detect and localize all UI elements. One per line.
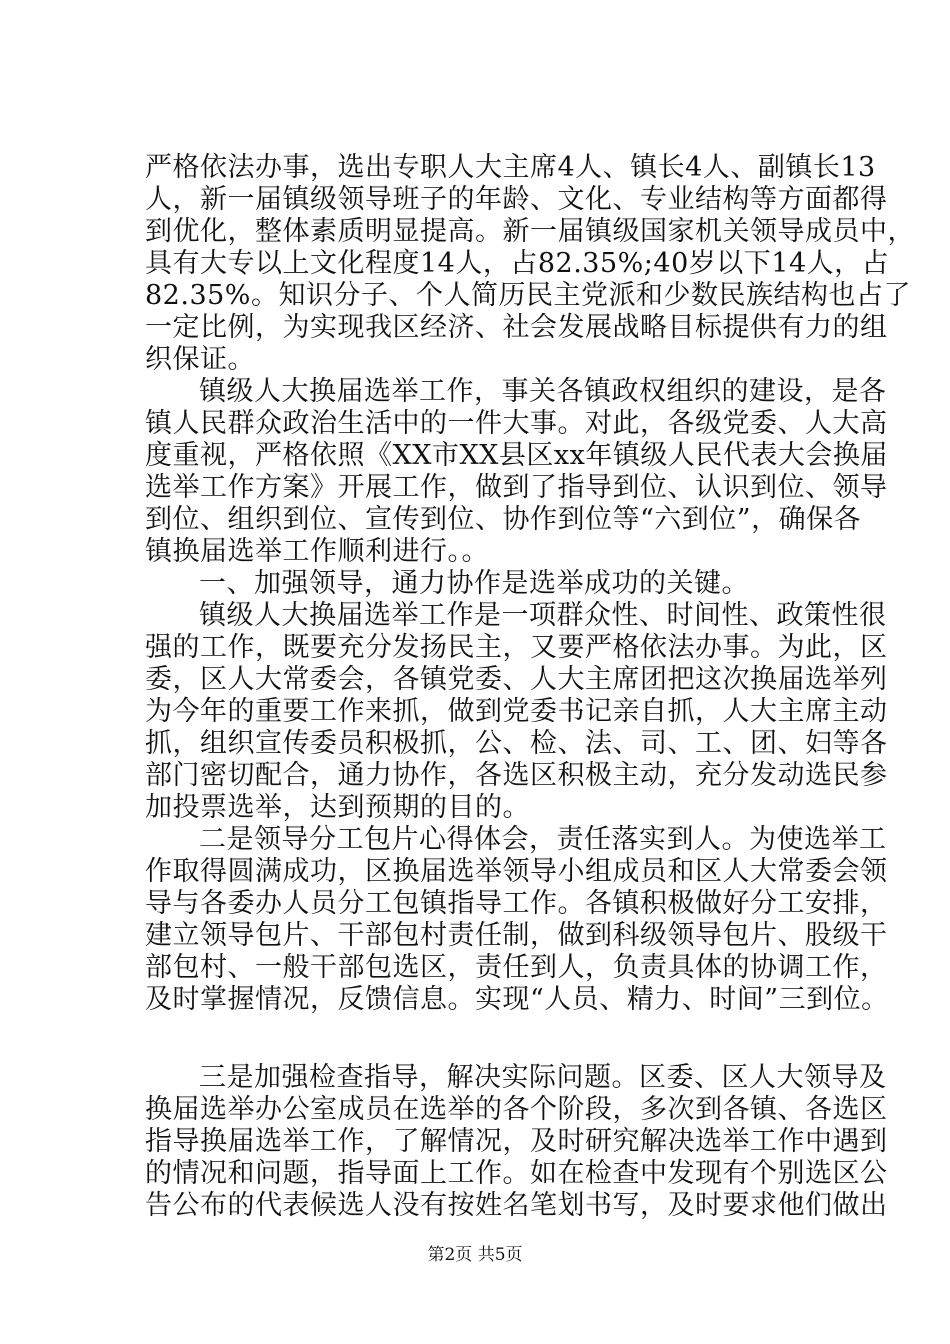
text-line: 二是领导分工包片心得体会，责任落实到人。为使选举工	[199, 824, 887, 855]
text-line: 82.35%。知识分子、个人简历民主党派和少数民族结构也占了	[145, 280, 911, 311]
text-line: 指导换届选举工作，了解情况，及时研究解决选举工作中遇到	[145, 1126, 888, 1157]
text-line: 委，区人大常委会，各镇党委、人大主席团把这次换届选举列	[145, 664, 888, 695]
text-line: 强的工作，既要充分发扬民主，又要严格依法办事。为此，区	[145, 632, 888, 663]
document-body	[145, 152, 915, 1222]
text-line: 一、加强领导，通力协作是选举成功的关键。	[199, 568, 749, 599]
text-line: 镇人民群众政治生活中的一件大事。对此，各级党委、人大高	[145, 408, 888, 439]
text-line: 及时掌握情况，反馈信息。实现“人员、精力、时间”三到位。	[145, 984, 889, 1015]
text-line: 织保证。	[145, 344, 255, 375]
text-line: 镇级人大换届选举工作是一项群众性、时间性、政策性很	[199, 600, 887, 631]
text-line: 的情况和问题，指导面上工作。如在检查中发现有个别选区公	[145, 1158, 888, 1189]
text-line: 一定比例，为实现我区经济、社会发展战略目标提供有力的组	[145, 312, 888, 343]
text-line: 部门密切配合，通力协作，各选区积极主动，充分发动选民参	[145, 760, 888, 791]
page-footer: 第2页 共5页	[427, 1245, 523, 1265]
text-line: 选举工作方案》开展工作，做到了指导到位、认识到位、领导	[145, 472, 888, 503]
text-block	[145, 1062, 888, 1222]
text-line: 告公布的代表候选人没有按姓名笔划书写，及时要求他们做出	[145, 1190, 888, 1221]
text-line: 抓，组织宣传委员积极抓，公、检、法、司、工、团、妇等各	[145, 728, 888, 759]
text-line: 度重视，严格依照《XX市XX县区xx年镇级人民代表大会换届	[145, 440, 888, 471]
text-line: 三是加强检查指导，解决实际问题。区委、区人大领导及	[199, 1062, 887, 1093]
text-line: 导与各委办人员分工包镇指导工作。各镇积极做好分工安排，	[145, 888, 888, 919]
text-line: 具有大专以上文化程度14人，占82.35%;40岁以下14人，占	[145, 248, 890, 279]
text-line: 到优化，整体素质明显提高。新一届镇级国家机关领导成员中，	[145, 216, 915, 247]
text-line: 镇级人大换届选举工作，事关各镇政权组织的建设，是各	[199, 376, 887, 407]
text-line: 到位、组织到位、宣传到位、协作到位等“六到位”，确保各	[145, 504, 862, 535]
paragraph-gap	[145, 1016, 845, 1062]
text-block	[145, 152, 915, 1016]
text-line: 加投票选举，达到预期的目的。	[145, 792, 530, 823]
text-line: 镇换届选举工作顺利进行。。	[145, 536, 489, 567]
text-line: 严格依法办事，选出专职人大主席4人、镇长4人、副镇长13	[145, 152, 876, 183]
text-line: 人，新一届镇级领导班子的年龄、文化、专业结构等方面都得	[145, 184, 888, 215]
text-line: 建立领导包片、干部包村责任制，做到科级领导包片、股级干	[145, 920, 888, 951]
text-line: 换届选举办公室成员在选举的各个阶段，多次到各镇、各选区	[145, 1094, 888, 1125]
text-line: 为今年的重要工作来抓，做到党委书记亲自抓，人大主席主动	[145, 696, 888, 727]
text-line: 作取得圆满成功，区换届选举领导小组成员和区人大常委会领	[145, 856, 888, 887]
text-line: 部包村、一般干部包选区，责任到人，负责具体的协调工作，	[145, 952, 888, 983]
